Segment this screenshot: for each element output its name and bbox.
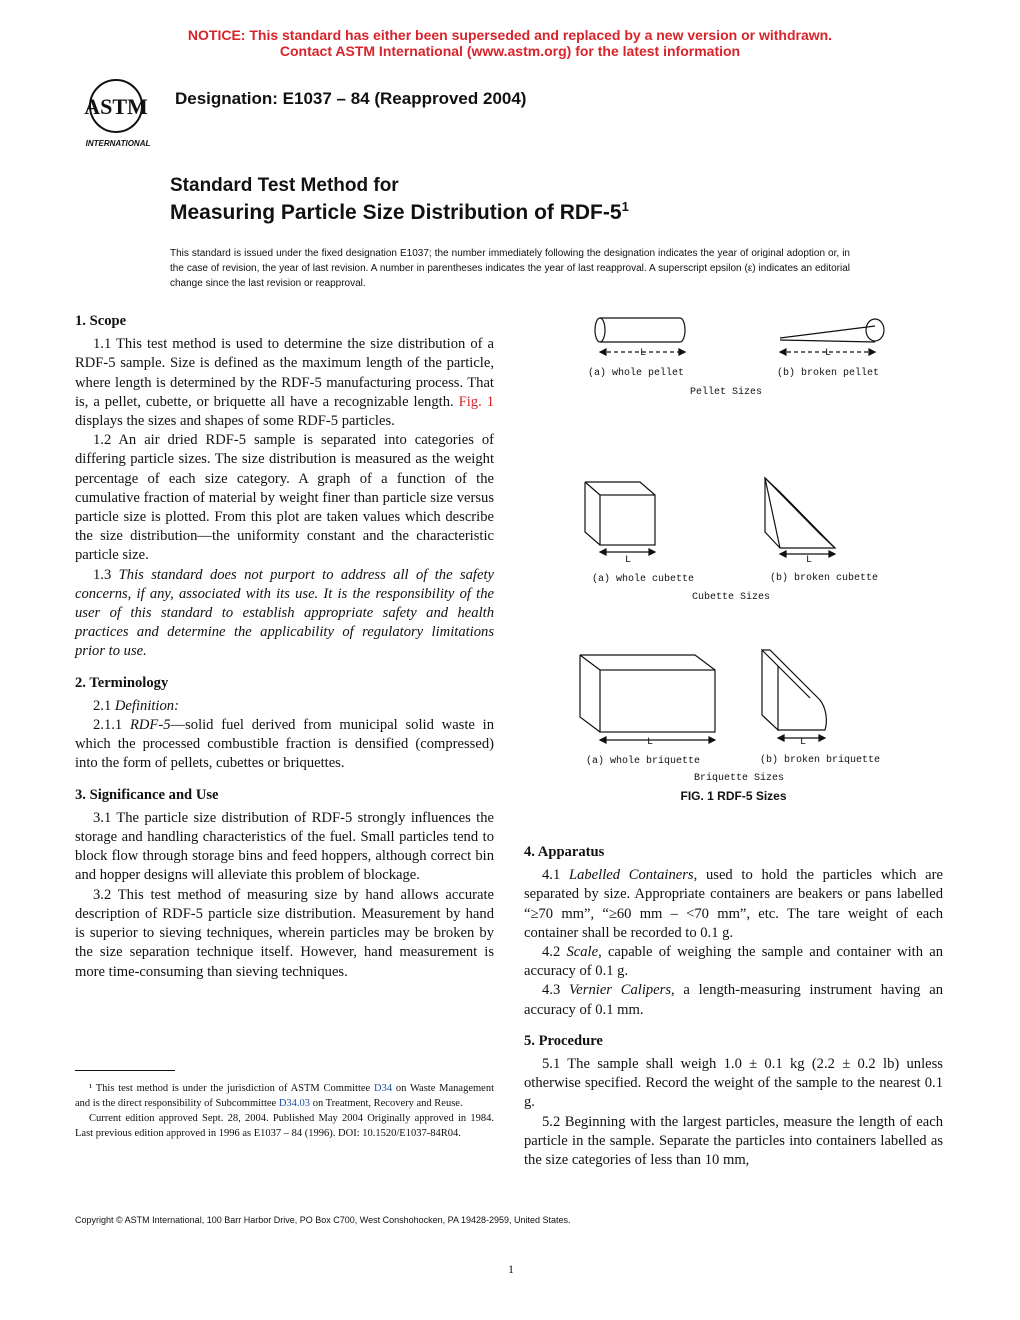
paragraph-text: , used to hold the particles which are separated by size. Appropriate containers are beakers or pans labelled “≥70 mm”, “≥60 mm – <70 mm”, etc. The tare weight of each container shall be recorded to 0.1 g. — [524, 867, 943, 941]
briquette-broken-label: (b) broken briquette — [760, 755, 881, 766]
paragraph-2-1-1 — [75, 716, 494, 774]
page-number: 1 — [508, 1262, 514, 1276]
paragraph-4-3 — [524, 981, 943, 1019]
logo-letters: ASTM — [84, 94, 148, 119]
title-text: Measuring Particle Size Distribution of RDF-5 — [170, 201, 622, 224]
cubette-broken-label: (b) broken cubette — [770, 573, 879, 584]
astm-logo — [74, 74, 164, 149]
section-scope — [75, 312, 494, 662]
notice-line-2: Contact ASTM International (www.astm.org) for the latest information — [279, 43, 741, 59]
footnote — [75, 1081, 494, 1141]
paragraph-text: , a length-measuring instrument having an accuracy of 0.1 mm. — [524, 982, 943, 1018]
defined-term: RDF-5 — [129, 717, 171, 734]
footnote-edition: Current edition approved Sept. 28, 2004. Published May 2004 Originally approved in 1984. Last previous edition approved in 1996 as E1037 – 84 (1996). DOI: 10.1520/E1037-84R04. — [75, 1113, 494, 1139]
footnote-text: ¹ This test method is under the jurisdiction of ASTM Committee — [89, 1083, 374, 1094]
right-column — [524, 843, 943, 1170]
paragraph-number: 2.1 — [93, 697, 115, 714]
footnote-text: on Waste Management and is the direct responsibility of Subcommittee — [75, 1083, 494, 1109]
section-procedure — [524, 1032, 943, 1170]
notice-line-1: NOTICE: This standard has either been superseded and replaced by a new version or withdrawn. — [187, 27, 833, 43]
footnote-divider — [75, 1070, 175, 1071]
logo-international-label: INTERNATIONAL — [85, 139, 151, 148]
section-heading: 3. Significance and Use — [75, 786, 219, 803]
section-heading: 4. Apparatus — [524, 844, 605, 860]
paragraph-text: 1.1 This test method is used to determine the size distribution of a RDF-5 sample. Size is defined as the maximum length of the particle, where length is determined by the RDF-5 manufacturing process. That is, a pellet, cubette, or briquette all have a recognizable length. — [75, 336, 494, 410]
broken-briquette-shape — [762, 650, 826, 730]
paragraph-3-1: 3.1 The particle size distribution of RDF-5 strongly influences the storage and handling characteristics of the fuel. Small particles tend to block flow through storage bins and feed hoppers, although correct bin and hopper designs will alleviate this problem of blockage. — [75, 809, 494, 884]
paragraph-text: , capable of weighing the sample and container with an accuracy of 0.1 g. — [524, 944, 943, 980]
section-heading: 1. Scope — [75, 313, 127, 329]
pellet-broken-label: (b) broken pellet — [777, 368, 880, 379]
whole-briquette-shape — [580, 655, 715, 732]
title-line-1: Standard Test Method for — [170, 175, 399, 196]
title-footnote-ref[interactable]: 1 — [621, 199, 629, 214]
copyright-footer: Copyright © ASTM International, 100 Barr Harbor Drive, PO Box C700, West Conshohocken, PA 19428-2959, United States. — [75, 1215, 571, 1225]
paragraph-4-1 — [524, 866, 943, 943]
paragraph-number: 4.3 — [542, 982, 570, 999]
dimension-label: L — [806, 555, 813, 566]
paragraph-1-2: 1.2 An air dried RDF-5 sample is separated into categories of differing particle sizes. The size distribution is measured as the weight percentage of each size category. A graph of a function of the cumulative fraction of material by weight finer than particle size versus particle size is plotted. From this plot are taken values which describe the size distribution—the uniformity constant and the characteristic particle size. — [75, 432, 494, 564]
paragraph-3-2: 3.2 This test method of measuring size by hand allows accurate description of RDF-5 particle size distribution. Measurement by hand is superior to sieving techniques, wherein particles may be broken by the size separation technique itself. However, hand measurement is more time-consuming than sieving techniques. — [75, 886, 494, 980]
dimension-label: L — [825, 348, 832, 359]
figure-caption: FIG. 1 RDF-5 Sizes — [680, 789, 787, 803]
paragraph-number: 4.1 — [542, 867, 569, 884]
dimension-label: L — [640, 348, 647, 359]
withdrawal-notice — [0, 27, 1020, 59]
paragraph-number: 1.3 — [93, 566, 119, 583]
paragraph-number: 2.1.1 — [93, 717, 130, 734]
paragraph-1-1 — [75, 335, 494, 431]
pellet-group-label: Pellet Sizes — [690, 387, 763, 398]
dimension-label: L — [625, 555, 632, 566]
whole-cubette-shape — [585, 482, 655, 545]
whole-pellet-shape — [595, 318, 685, 342]
section-heading: 5. Procedure — [524, 1032, 603, 1049]
section-significance — [75, 786, 494, 982]
item-term: Labelled Containers — [568, 867, 694, 884]
section-terminology — [75, 674, 494, 774]
paragraph-4-2 — [524, 943, 943, 981]
pellet-whole-label: (a) whole pellet — [588, 368, 685, 379]
paragraph-text: displays the sizes and shapes of some RDF-5 particles. — [75, 413, 395, 430]
footnote-text: on Treatment, Recovery and Reuse. — [310, 1098, 463, 1109]
paragraph-5-1: 5.1 The sample shall weigh 1.0 ± 0.1 kg (2.2 ± 0.2 lb) unless otherwise specified. Record the weight of the sample to the nearest 0.1 g. — [524, 1056, 943, 1111]
paragraph-1-3 — [75, 566, 494, 662]
paragraph-number: 4.2 — [542, 944, 567, 961]
item-term: Vernier Calipers — [569, 982, 672, 999]
figure-1-link[interactable]: Fig. 1 — [458, 393, 495, 410]
footnote-1 — [75, 1081, 494, 1111]
paragraph-text: Definition: — [114, 697, 179, 714]
issued-note: This standard is issued under the fixed designation E1037; the number immediately following the designation indicates the year of original adoption or, in the case of revision, the year of last revision. A number in parentheses indicates the year of last reapproval. A superscript epsilon (ε) indicates an editorial change since the last revision or reapproval. — [170, 248, 850, 289]
paragraph-5-2: 5.2 Beginning with the largest particles, measure the length of each particle in the sample. Separate the particles into containers labelled as the size categories of less than 10 mm, — [524, 1113, 943, 1169]
section-apparatus — [524, 843, 943, 1020]
subcommittee-link[interactable]: D34.03 — [278, 1098, 311, 1109]
section-heading: 2. Terminology — [75, 674, 169, 691]
cubette-group-label: Cubette Sizes — [692, 592, 771, 603]
committee-link[interactable]: D34 — [374, 1083, 393, 1094]
cubette-whole-label: (a) whole cubette — [592, 574, 695, 585]
dimension-label: L — [647, 737, 654, 748]
dimension-label: L — [800, 737, 807, 748]
briquette-group-label: Briquette Sizes — [694, 773, 785, 784]
broken-pellet-shape — [780, 319, 884, 342]
whole-briquette-dimension — [600, 737, 715, 743]
briquette-whole-label: (a) whole briquette — [586, 756, 701, 767]
left-column — [75, 312, 494, 982]
paragraph-text: This standard does not purport to address all of the safety concerns, if any, associated with its use. It is the responsibility of the user of this standard to establish appropriate safety and health practices and determine the applicability of regulatory limitations prior to use. — [75, 566, 494, 660]
paragraph-2-1 — [75, 697, 494, 716]
title-line-2 — [170, 199, 629, 225]
broken-cubette-shape — [765, 478, 835, 548]
paragraph-text: —solid fuel derived from municipal solid waste in which the processed combustible fraction is densified (compressed) into the form of pellets, cubettes or briquettes. — [75, 717, 495, 772]
figure-1-diagram — [570, 310, 910, 790]
designation: Designation: E1037 – 84 (Reapproved 2004) — [175, 89, 527, 108]
item-term: Scale — [566, 944, 599, 961]
